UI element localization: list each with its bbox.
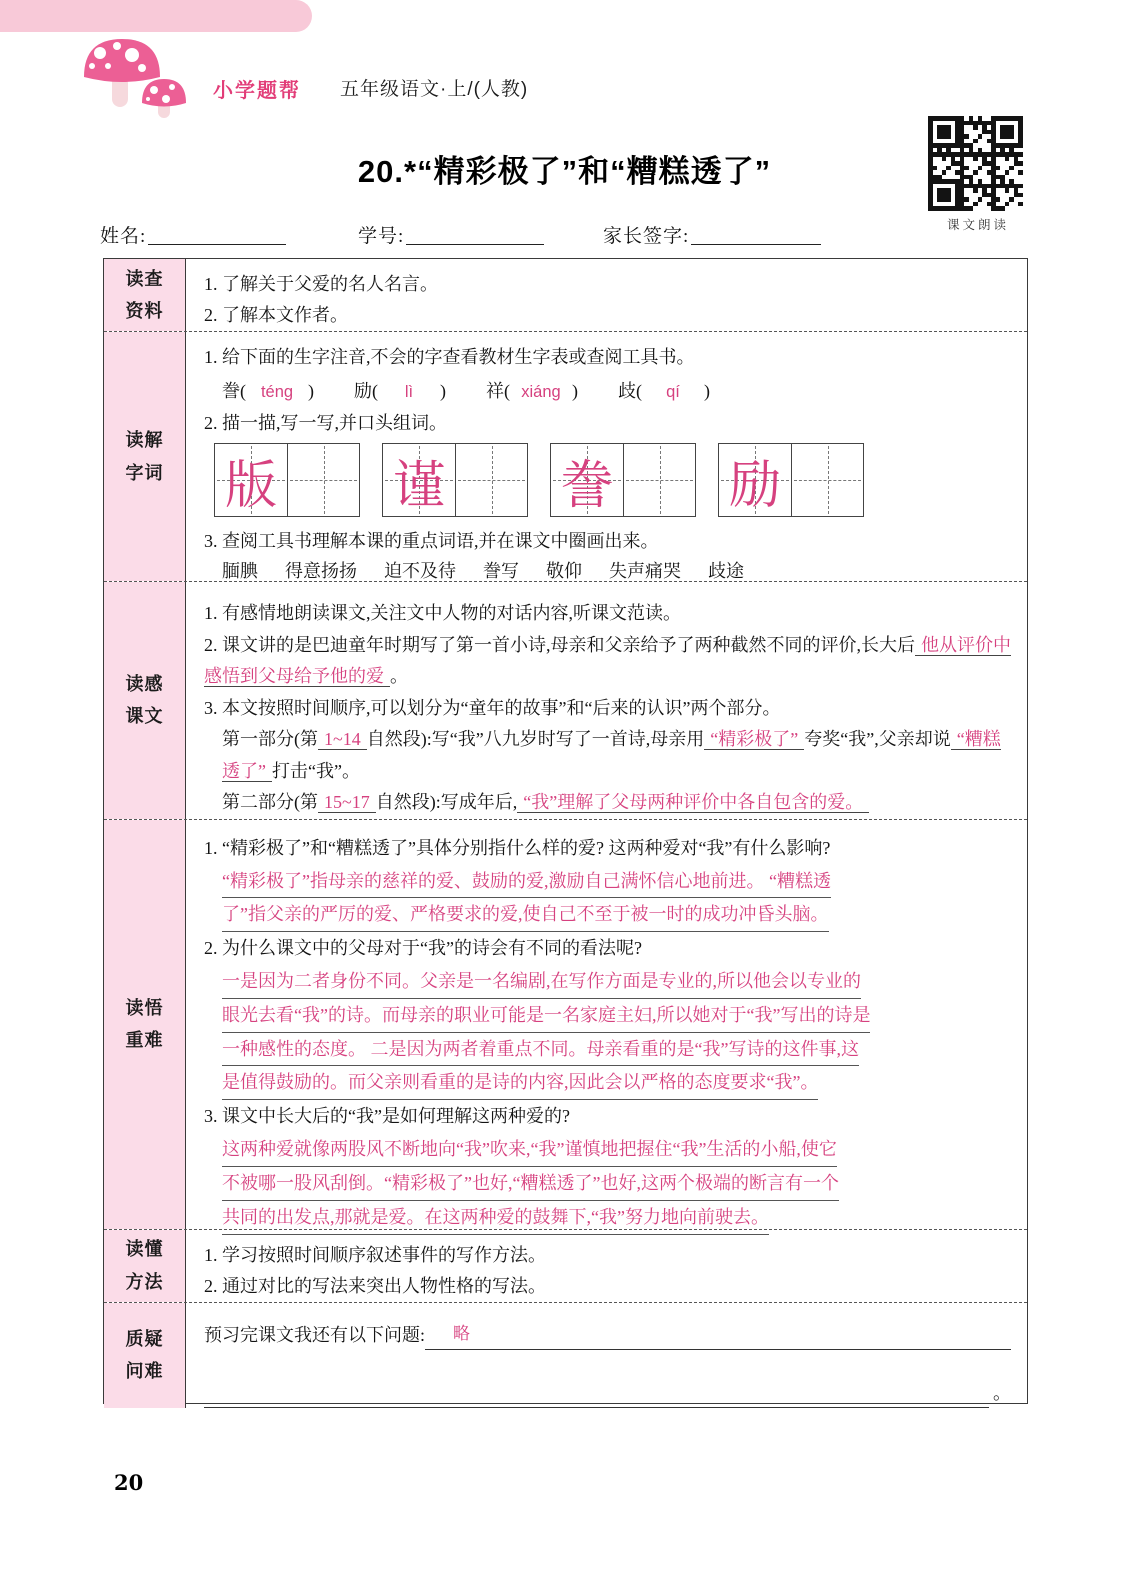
section-label-cell [104,1230,186,1302]
answer-block [204,965,1013,1100]
parent-sign-blank[interactable] [691,227,821,245]
student-id-field [358,221,544,248]
pinyin-item: 歧( qí ) [618,381,710,401]
section-label-cell [104,259,186,331]
trace-cell[interactable] [551,444,623,516]
pinyin-item: 誊( téng ) [222,381,314,401]
task-item: 1. 有感情地朗读课文,关注文中人物的对话内容,听课文范读。 [204,603,681,623]
fill-answer: “我”理解了父母两种评价中各自包含的爱。 [517,792,869,813]
writing-grid[interactable] [718,443,864,517]
part-two-line [204,787,1013,819]
task-text: 自然段):写“我”八九岁时写了一首诗,母亲用 [366,729,705,749]
continuation-line [204,1378,1011,1408]
answer-line: 了”指父亲的严厉的爱、严格要求的爱,使自己不至于被一时的成功冲昏头脑。 [222,898,829,932]
section-label-cell [104,1303,186,1408]
section-label-cell [104,332,186,581]
empty-cell[interactable] [287,444,359,516]
mushroom-logo-icon [78,33,210,119]
task-text: 夸奖“我”,父亲却说 [804,729,951,749]
brand-name: 小学题帮 [213,80,301,102]
empty-cell[interactable] [791,444,863,516]
section-label: 质疑问难 [125,1328,164,1381]
key-word: 失声痛哭 [609,561,681,581]
task-item: 2. 描一描,写一写,并口头组词。 [204,413,447,433]
pinyin-answer: xiáng [521,383,561,401]
task-text: 第二部分(第 [222,792,318,812]
task-item: 1. 了解关于父爱的名人名言。 [204,274,438,294]
answer-line: “精彩极了”指母亲的慈祥的爱、鼓励的爱,激励自己满怀信心地前进。 “糟糕透 [222,865,831,899]
page-number: 20 [114,1470,144,1495]
answer-block [204,865,1013,933]
section-label-cell [104,582,186,819]
section-content [186,582,1027,819]
section-label: 读感课文 [125,673,164,727]
task-item: 1. 给下面的生字注音,不会的字查看教材生字表或查阅工具书。 [204,347,695,367]
preview-table [103,258,1028,1404]
key-word: 歧途 [708,561,744,581]
section-content [186,1230,1027,1302]
student-id-blank[interactable] [406,227,544,245]
task-item: 2. 了解本文作者。 [204,305,348,325]
task-item: 1. 学习按照时间顺序叙述事件的写作方法。 [204,1244,546,1265]
answer-line: 不被哪一股风刮倒。“精彩极了”也好,“糟糕透了”也好,这两个极端的断言有一个 [222,1167,839,1201]
trace-cell[interactable] [719,444,791,516]
key-word: 敬仰 [546,561,582,581]
row-question-doubts [104,1303,1027,1408]
row-read-check-materials [104,259,1027,332]
pinyin-row [204,372,1013,408]
answer-blank[interactable] [204,1382,989,1408]
task-text: 第一部分(第 [222,729,318,749]
task-item [204,630,1013,693]
question: 1. “精彩极了”和“糟糕透了”具体分别指什么样的爱? 这两种爱对“我”有什么影响? [204,837,831,858]
task-text: 自然段):写成年后, [375,792,518,812]
pinyin-answer: lì [404,383,414,401]
pinyin-char: 誊 [222,381,240,401]
student-id-label: 学号: [358,226,405,247]
name-label: 姓名: [100,226,147,247]
answer-line: 眼光去看“我”的诗。而母亲的职业可能是一名家庭主妇,所以她对于“我”写出的诗是 [222,999,870,1033]
task-item: 3. 本文按照时间顺序,可以划分为“童年的故事”和“后来的认识”两个部分。 [204,697,781,718]
course-edition: 五年级语文·上/(人教) [340,79,529,100]
task-text: 。 [390,666,408,686]
name-field [100,221,286,248]
question: 2. 为什么课文中的父母对于“我”的诗会有不同的看法呢? [204,938,642,959]
task-item: 3. 查阅工具书理解本课的重点词语,并在课文中圈画出来。 [204,531,659,551]
trace-cell[interactable] [215,444,287,516]
key-word: 誊写 [483,561,519,581]
row-read-explain-words [104,332,1027,582]
trace-character: 励 [728,457,781,515]
fill-answer: 1~14 [318,729,367,750]
pinyin-answer: téng [260,383,294,401]
answer-blank[interactable] [425,1319,1011,1350]
part-one-line [204,724,1013,787]
key-word: 得意扬扬 [285,561,357,581]
task-item: 2. 通过对比的写法来突出人物性格的写法。 [204,1275,546,1296]
qr-code [928,116,1028,211]
answer-line: 一种感性的态度。 二是因为两者着重点不同。母亲看重的是“我”写诗的这件事,这 [222,1033,859,1067]
row-read-grasp-difficulties [104,820,1027,1230]
task-text: 打击“我”。 [272,760,360,781]
qr-block [928,116,1028,233]
answer-line: 共同的出发点,那就是爱。在这两种爱的鼓舞下,“我”努力地向前驶去。 [222,1201,769,1235]
pinyin-item: 励( lì ) [354,381,446,401]
lesson-title: 20.*“精彩极了”和“糟糕透了” [357,154,772,189]
pinyin-char: 祥 [486,381,504,401]
pinyin-item: 祥( xiáng ) [486,381,578,401]
parent-sign-label: 家长签字: [603,226,690,247]
prompt-text: 预习完课文我还有以下问题: [204,1324,425,1345]
pinyin-answer: qí [666,383,680,401]
section-label: 读悟重难 [125,997,164,1050]
writing-grid[interactable] [550,443,696,517]
pinyin-char: 歧 [618,381,636,401]
section-content [186,820,1027,1229]
answer-line: 这两种爱就像两股风不断地向“我”吹来,“我”谨慎地把握住“我”生活的小船,使它 [222,1133,837,1167]
trace-cell[interactable] [383,444,455,516]
fill-answer: 他从评价中感悟到父母给予他的爱 [204,634,1011,686]
qr-caption: 课文朗读 [946,217,1009,232]
task-text: 2. 课文讲的是巴迪童年时期写了第一首小诗,母亲和父亲给予了两种截然不同的评价,长大后 [204,634,915,655]
empty-cell[interactable] [623,444,695,516]
empty-cell[interactable] [455,444,527,516]
row-read-feel-text [104,582,1027,820]
question: 3. 课文中长大后的“我”是如何理解这两种爱的? [204,1106,570,1127]
trace-character: 誊 [560,457,613,515]
key-word: 迫不及待 [384,561,456,581]
section-content [186,332,1027,581]
fill-answer: 15~17 [318,792,376,813]
section-label: 读懂方法 [125,1239,164,1292]
answer-text: 略 [453,1323,470,1343]
writing-grid[interactable] [382,443,528,517]
fill-answer: “精彩极了” [704,729,804,750]
key-word: 腼腆 [222,561,258,581]
trace-character: 版 [224,457,277,515]
answer-block [204,1133,1013,1234]
fill-answer: “糟糕透了” [222,729,1001,781]
section-label: 读查资料 [125,268,164,321]
parent-sign-field [603,221,821,248]
line-end-period: 。 [993,1382,1011,1403]
section-label: 读解字词 [125,430,164,483]
answer-line: 一是因为二者身份不同。父亲是一名编剧,在写作方面是专业的,所以他会以专业的 [222,965,861,999]
trace-character: 谨 [392,457,445,515]
section-content [186,259,1027,331]
row-read-understand-methods [104,1230,1027,1303]
writing-grid[interactable] [214,443,360,517]
prompt-line [204,1319,1011,1350]
section-content [186,1303,1027,1408]
name-blank[interactable] [148,227,286,245]
writing-grids [214,443,1013,517]
brand-banner [0,0,312,32]
answer-line: 是值得鼓励的。而父亲则看重的是诗的内容,因此会以严格的态度要求“我”。 [222,1066,818,1100]
section-label-cell [104,820,186,1229]
pinyin-char: 励 [354,381,372,401]
